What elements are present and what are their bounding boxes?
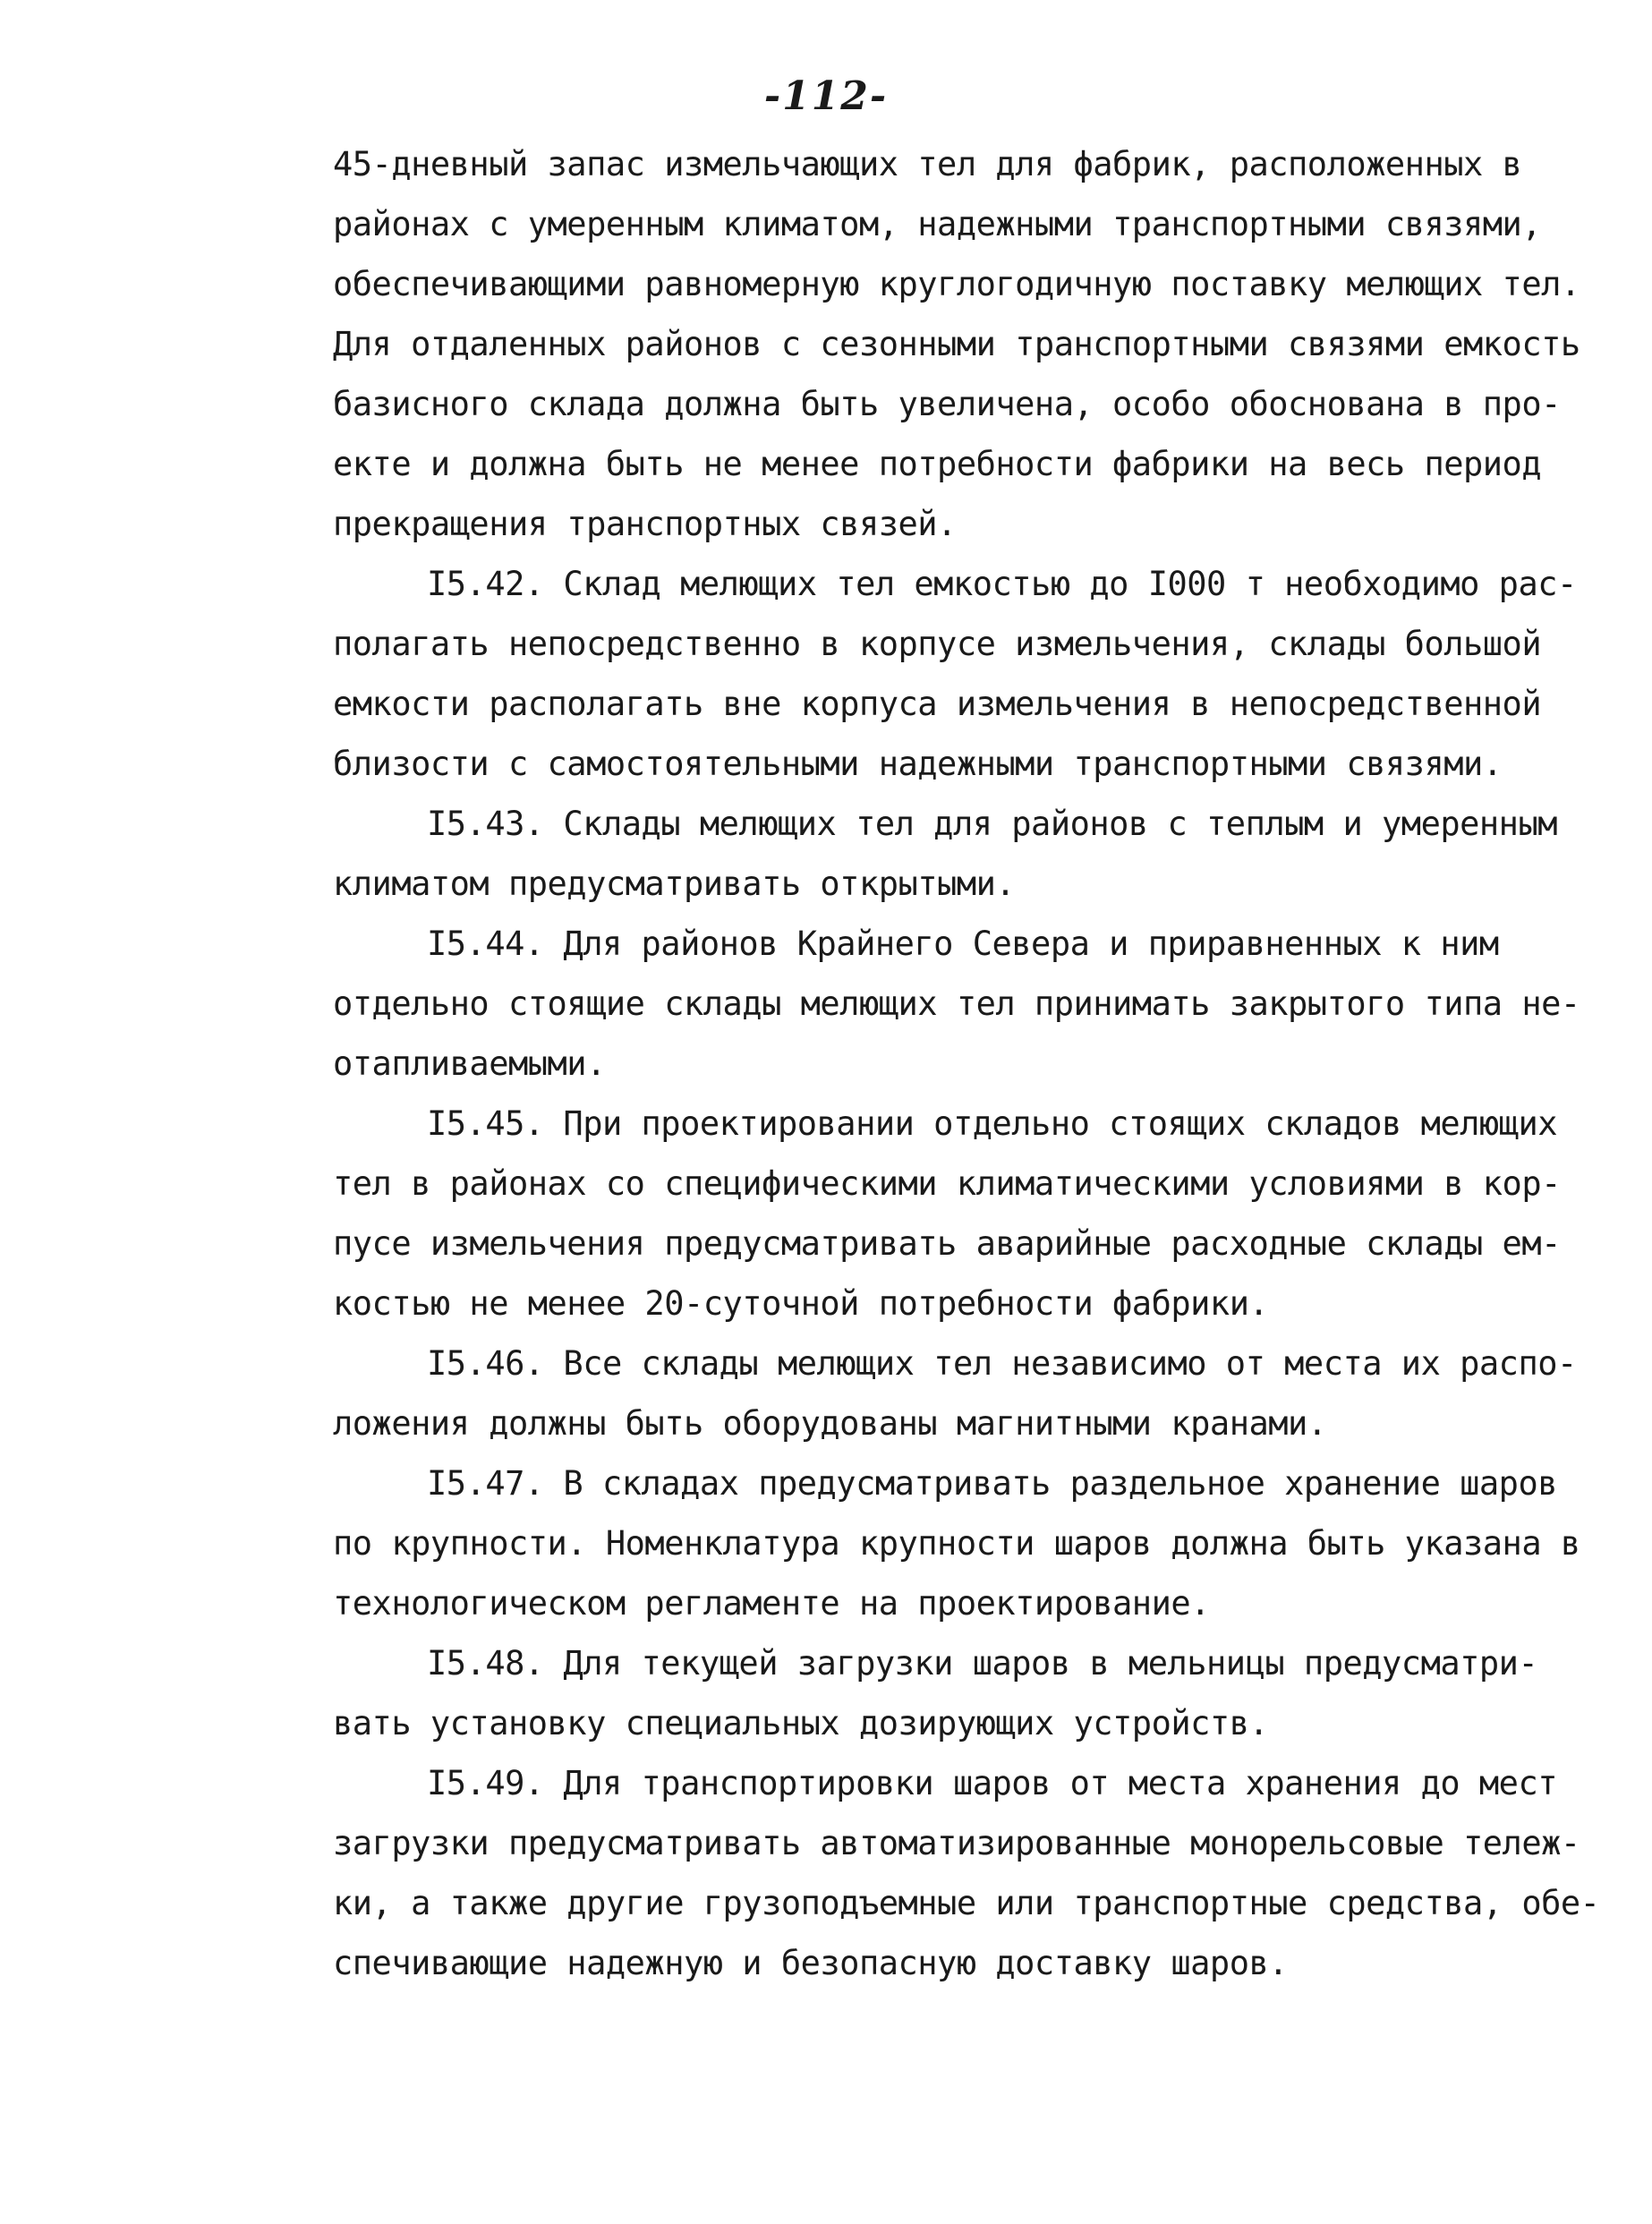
text-line: климатом предусматривать открытыми. [333,865,1016,903]
paragraph-first-line: I5.45. При проектировании отдельно стоящих складов мелющих [427,1104,1558,1143]
text-line: пусе измельчения предусматривать аварийные расходные склады ем- [333,1224,1561,1263]
text-line: отапливаемыми. [333,1044,606,1083]
paragraph-first-line: I5.43. Склады мелющих тел для районов с теплым и умеренным [427,805,1558,843]
text-line: базисного склада должна быть увеличена, особо обоснована в про- [333,385,1561,423]
text-line: технологическом регламенте на проектирование. [333,1584,1210,1623]
paragraph-first-line: I5.46. Все склады мелющих тел независимо от места их распо- [427,1344,1577,1383]
text-line: костью не менее 20-суточной потребности фабрики. [333,1284,1269,1323]
text-line: прекращения транспортных связей. [333,505,957,543]
text-line: по крупности. Номенклатура крупности шаров должна быть указана в [333,1524,1580,1563]
page-number: -112- [763,73,889,119]
text-line: отдельно стоящие склады мелющих тел принимать закрытого типа не- [333,984,1580,1023]
text-line: близости с самостоятельными надежными транспортными связями. [333,745,1503,783]
text-line: загрузки предусматривать автоматизированные монорельсовые тележ- [333,1824,1580,1862]
text-line: спечивающие надежную и безопасную доставку шаров. [333,1944,1289,1982]
text-line: 45-дневный запас измельчающих тел для фабрик, расположенных в [333,145,1522,183]
document-body [333,134,1600,1993]
text-line: ки, а также другие грузоподъемные или транспортные средства, обе- [333,1884,1600,1922]
paragraph-first-line: I5.42. Склад мелющих тел емкостью до I000 т необходимо рас- [427,565,1577,603]
text-line: тел в районах со специфическими климатическими условиями в кор- [333,1164,1561,1203]
text-line: вать установку специальных дозирующих устройств. [333,1704,1269,1743]
text-line: екте и должна быть не менее потребности фабрики на весь период [333,445,1542,483]
paragraph-first-line: I5.47. В складах предусматривать раздельное хранение шаров [427,1464,1558,1503]
text-line: Для отдаленных районов с сезонными транспортными связями емкость [333,325,1580,363]
text-line: обеспечивающими равномерную круглогодичную поставку мелющих тел. [333,265,1580,303]
paragraph-first-line: I5.44. Для районов Крайнего Севера и приравненных к ним [427,925,1499,963]
text-line: полагать непосредственно в корпусе измельчения, склады большой [333,625,1542,663]
paragraph-first-line: I5.48. Для текущей загрузки шаров в мельницы предусматри- [427,1644,1538,1683]
text-line: емкости располагать вне корпуса измельчения в непосредственной [333,685,1542,723]
text-line: ложения должны быть оборудованы магнитными кранами. [333,1404,1327,1443]
text-line: районах с умеренным климатом, надежными транспортными связями, [333,205,1542,243]
paragraph-first-line: I5.49. Для транспортировки шаров от места хранения до мест [427,1764,1558,1802]
